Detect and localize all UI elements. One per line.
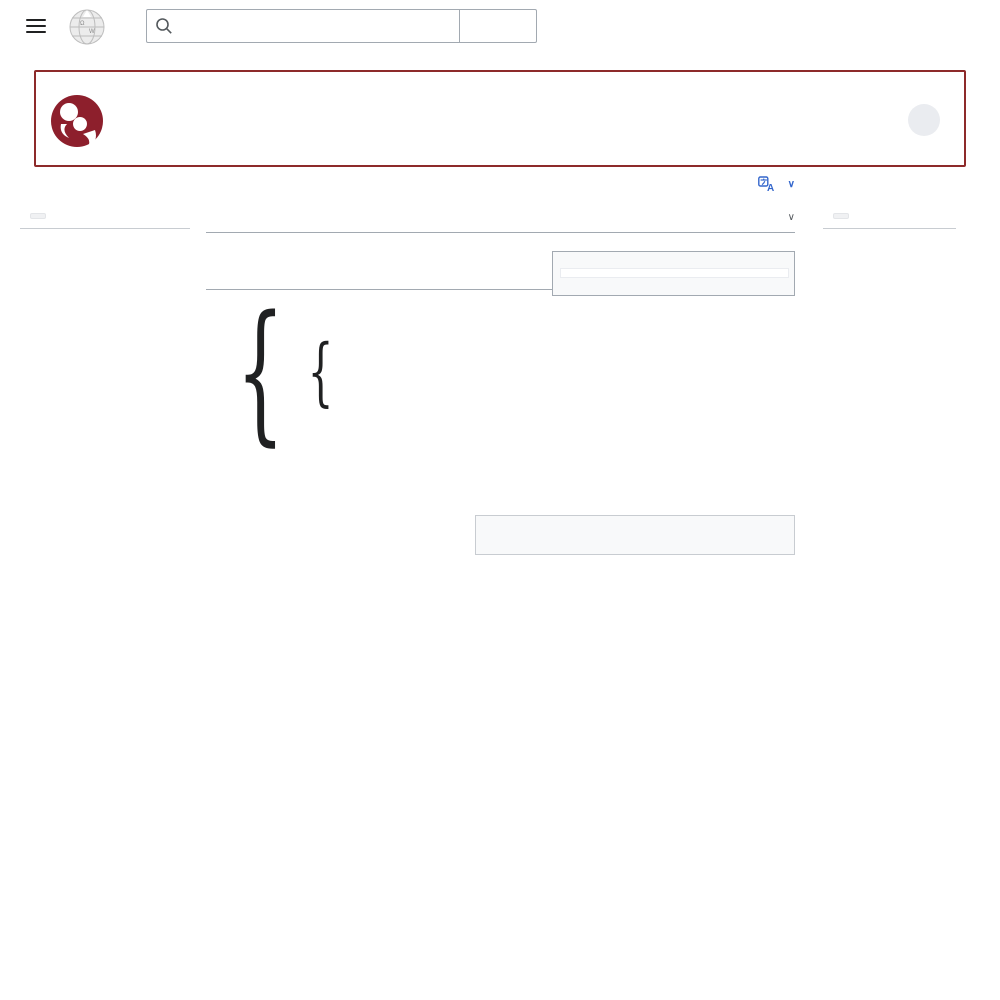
inner-brace: { [307, 329, 334, 416]
infobox [552, 251, 795, 296]
table-of-contents [20, 213, 190, 237]
wikipedia-logo[interactable] [66, 5, 116, 47]
svg-text:Ω: Ω [80, 21, 85, 27]
search-input[interactable] [146, 9, 460, 43]
chevron-down-icon: ∨ [787, 212, 795, 223]
article-main [206, 176, 795, 555]
main-menu-icon[interactable] [26, 19, 46, 33]
article-tabs [206, 202, 795, 233]
left-brace: { [236, 283, 285, 460]
campaign-banner [34, 70, 966, 167]
close-icon[interactable] [908, 104, 940, 136]
appearance-hide-button[interactable] [833, 213, 849, 219]
top-bar [0, 0, 1000, 52]
search-bar [146, 9, 537, 43]
definition-formula [222, 283, 536, 460]
svg-text:A: A [766, 183, 774, 192]
wikipedia-globe-icon [66, 5, 108, 47]
translate-icon [758, 176, 776, 192]
edit-distance-matrix-image[interactable] [560, 268, 789, 278]
appearance-panel [823, 213, 956, 229]
example-figure[interactable] [475, 515, 795, 555]
search-button[interactable] [459, 9, 537, 43]
toc-hide-button[interactable] [30, 213, 46, 219]
chevron-down-icon: ∨ [787, 178, 795, 190]
section-heading-example [206, 465, 795, 493]
svg-text:W: W [89, 29, 95, 35]
language-selector-button[interactable] [758, 176, 795, 192]
tab-tools[interactable] [784, 202, 795, 232]
search-icon [155, 17, 173, 35]
wiki-loves-monuments-icon [49, 90, 109, 152]
